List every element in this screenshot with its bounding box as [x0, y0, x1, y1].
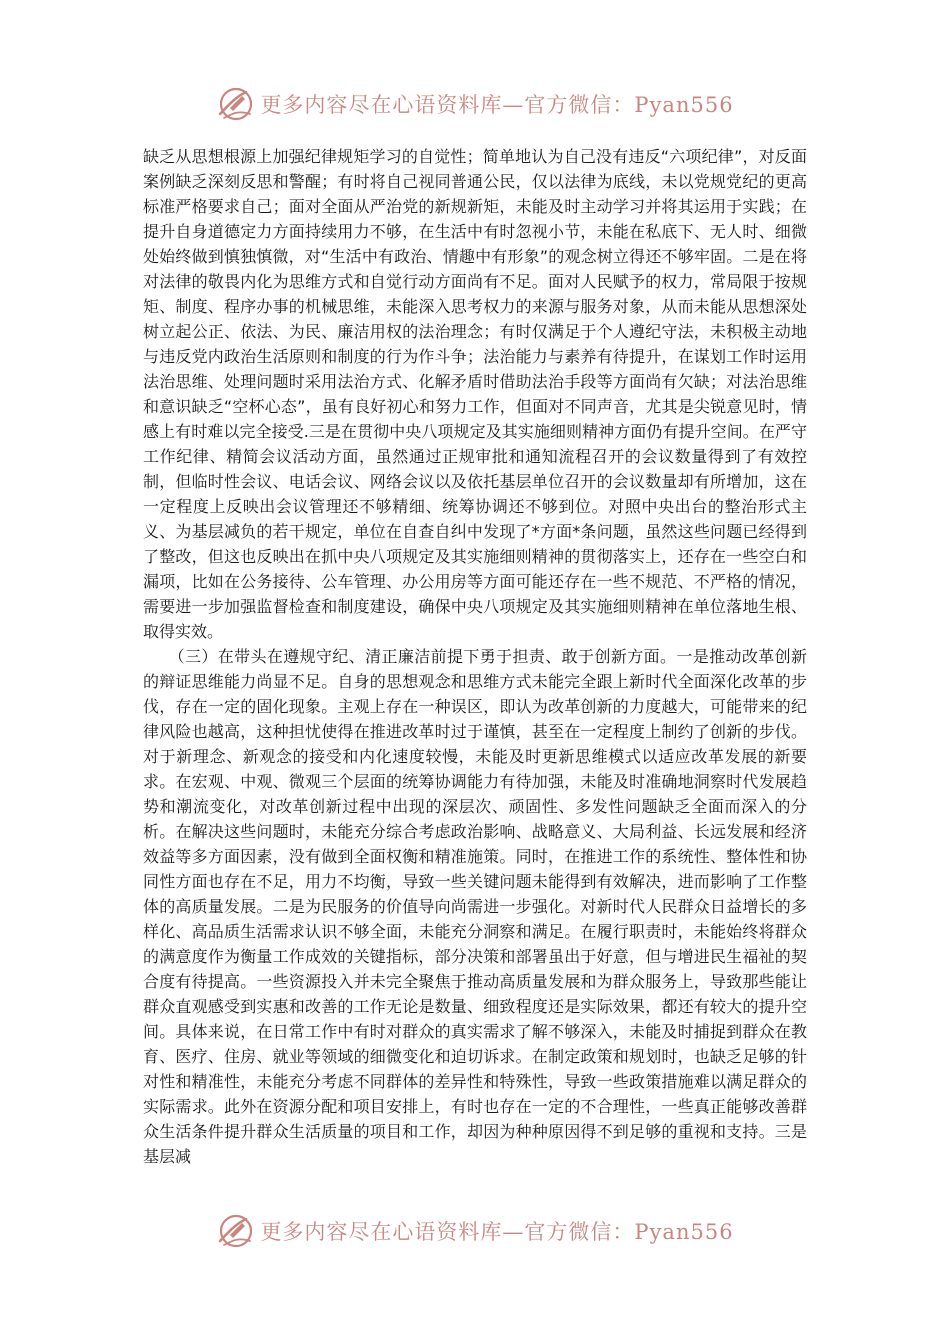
- watermark-text: 更多内容尽在心语资料库—官方微信：Pyan556: [260, 93, 734, 117]
- paragraph: （三）在带头在遵规守纪、清正廉洁前提下勇于担责、敢于创新方面。一是推动改革创新的辩证思维能力尚显不足。自身的思想观念和思维方式未能完全跟上新时代全面深化改革的步伐，存在一定的固化现象。主观上存在一种误区，即认为改革创新的力度越大，可能带来的纪律风险也越高，这种担忧使得在推进改革时过于谨慎，甚至在一定程度上制约了创新的步伐。对于新理念、新观念的接受和内化速度较慢，未能及时更新思维模式以适应改革发展的新要求。在宏观、中观、微观三个层面的统筹协调能力有待加强，未能及时准确地洞察时代发展趋势和潮流变化，对改革创新过程中出现的深层次、顽固性、多发性问题缺乏全面而深入的分析。在解决这些问题时，未能充分综合考虑政治影响、战略意义、大局利益、长远发展和经济效益等多方面因素，没有做到全面权衡和精准施策。同时，在推进工作的系统性、整体性和协同性方面也存在不足，用力不均衡，导致一些关键问题未能得到有效解决，进而影响了工作整体的高质量发展。二是为民服务的价值导向尚需进一步强化。对新时代人民群众日益增长的多样化、高品质生活需求认识不够全面，未能充分洞察和满足。在履行职责时，未能始终将群众的满意度作为衡量工作成效的关键指标，部分决策和部署虽出于好意，但与增进民生福祉的契合度有待提高。一些资源投入并未完全聚焦于推动高质量发展和为群众服务上，导致那些能让群众直观感受到实惠和改善的工作无论是数量、细致程度还是实际效果，都还有较大的提升空间。具体来说，在日常工作中有时对群众的真实需求了解不够深入，未能及时捕捉到群众在教育、医疗、住房、就业等领域的细微变化和迫切诉求。在制定政策和规划时，也缺乏足够的针对性和精准性，未能充分考虑不同群体的差异性和特殊性，导致一些政策措施难以满足群众的实际需求。此外在资源分配和项目安排上，有时也存在一定的不合理性，一些真正能够改善群众生活条件提升群众生活质量的项目和工作，却因为种种原因得不到足够的重视和支持。三是基层减: [143, 647, 807, 1166]
- paragraph: 缺乏从思想根源上加强纪律规矩学习的自觉性；简单地认为自己没有违反“六项纪律”，对反面案例缺乏深刻反思和警醒；有时将自己视同普通公民，仅以法律为底线，未以党规党纪的更高标准严格要求自己；面对全面从严治党的新规新矩，未能及时主动学习并将其运用于实践；在提升自身道德定力方面持续用力不够，在生活中有时忽视小节，未能在私底下、无人时、细微处始终做到慎独慎微，对“生活中有政治、情趣中有形象”的观念树立得还不够牢固。二是在将对法律的敬畏内化为思维方式和自觉行动方面尚有不足。面对人民赋予的权力，常局限于按规矩、制度、程序办事的机械思维，未能深入思考权力的来源与服务对象，从而未能从思想深处树立起公正、依法、为民、廉洁用权的法治理念；有时仅满足于个人遵纪守法，未积极主动地与违反党内政治生活原则和制度的行为作斗争；法治能力与素养有待提升，在谋划工作时运用法治思维、处理问题时采用法治方式、化解矛盾时借助法治手段等方面尚有欠缺；对法治思维和意识缺乏“空杯心态”，虽有良好初心和努力工作，但面对不同声音，尤其是尖锐意见时，情感上有时难以完全接受.三是在贯彻中央八项规定及其实施细则精神方面仍有提升空间。在严守工作纪律、精简会议活动方面，虽然通过正规审批和通知流程召开的会议数量得到了有效控制，但临时性会议、电话会议、网络会议以及依托基层单位召开的会议数量却有所增加，这在一定程度上反映出会议管理还不够精细、统筹协调还不够到位。对照中央出台的整治形式主义、为基层减负的若干规定，单位在自查自纠中发现了*方面*条问题，虽然这些问题已经得到了整改，但这也反映出在抓中央八项规定及其实施细则精神的贯彻落实上，还存在一些空白和漏项，比如在公务接待、公车管理、办公用房等方面可能还存在一些不规范、不严格的情况，需要进一步加强监督检查和制度建设，确保中央八项规定及其实施细则精神在单位落地生根、取得实效。: [143, 147, 807, 641]
- footer-watermark-banner: [0, 1211, 950, 1251]
- header-watermark-banner: [0, 84, 950, 124]
- watermark-text: 更多内容尽在心语资料库—官方微信：Pyan556: [260, 1220, 734, 1244]
- signature-pen-logo-icon: [216, 84, 256, 124]
- document-body: [143, 144, 807, 1194]
- signature-pen-logo-icon: [216, 1211, 256, 1251]
